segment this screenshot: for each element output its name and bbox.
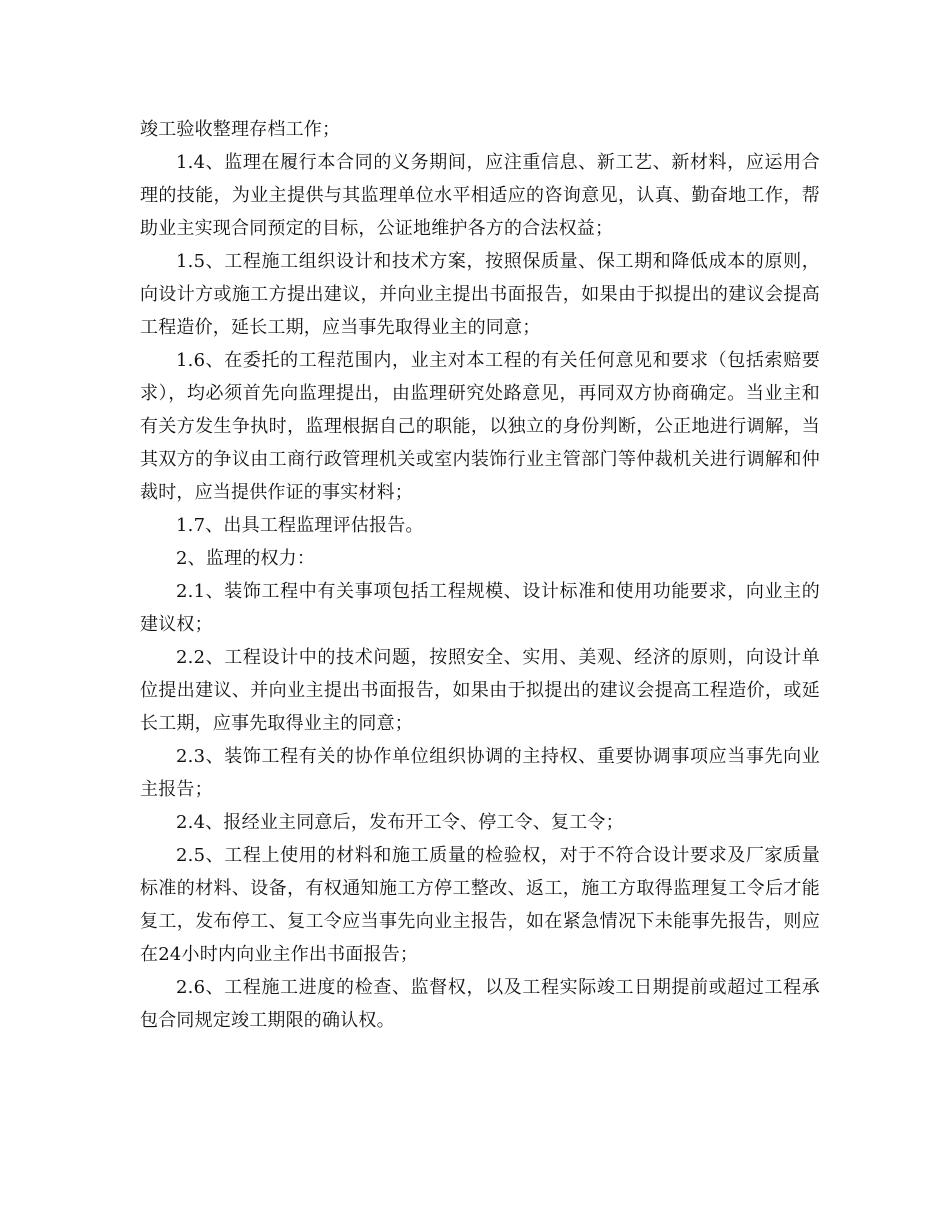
paragraph-1-7: 1.7、出具工程监理评估报告。 [176,515,424,536]
paragraph-2-1: 2.1、装饰工程中有关事项包括工程规模、设计标准和使用功能要求，向业主的建议权； [140,581,820,635]
paragraph-1-5: 1.5、工程施工组织设计和技术方案，按照保质量、保工期和降低成本的原则，向设计方或施工方提出建议，并向业主提出书面报告，如果由于拟提出的建议会提高工程造价，延长工期，应当事先取得业主的同意； [140,251,820,338]
section-heading-2: 2、监理的权力： [176,548,316,569]
paragraph-2-2: 2.2、工程设计中的技术问题，按照安全、实用、美观、经济的原则，向设计单位提出建议、并向业主提出书面报告，如果由于拟提出的建议会提高工程造价，或延长工期，应事先取得业主的同意； [140,647,820,734]
paragraph-2-5: 2.5、工程上使用的材料和施工质量的检验权，对于不符合设计要求及厂家质量标准的材料、设备，有权通知施工方停工整改、返工，施工方取得监理复工令后才能复工，发布停工、复工令应当事先向业主报告，如在紧急情况下未能事先报告，则应在24小时内向业主作出书面报告； [140,845,820,965]
paragraph-2-3: 2.3、装饰工程有关的协作单位组织协调的主持权、重要协调事项应当事先向业主报告； [140,746,820,800]
paragraph-2-6: 2.6、工程施工进度的检查、监督权，以及工程实际竣工日期提前或超过工程承包合同规定竣工期限的确认权。 [140,977,820,1031]
paragraph-continuation: 竣工验收整理存档工作； [140,119,341,140]
paragraph-2-4: 2.4、报经业主同意后，发布开工令、停工令、复工令； [176,812,624,833]
document-body [140,113,820,1037]
paragraph-1-4: 1.4、监理在履行本合同的义务期间，应注重信息、新工艺、新材料，应运用合理的技能，为业主提供与其监理单位水平相适应的咨询意见，认真、勤奋地工作，帮助业主实现合同预定的目标，公证地维护各方的合法权益； [140,152,820,239]
paragraph-1-6: 1.6、在委托的工程范围内，业主对本工程的有关任何意见和要求（包括索赔要求），均必须首先向监理提出，由监理研究处路意见，再同双方协商确定。当业主和有关方发生争执时，监理根据自己的职能，以独立的身份判断，公正地进行调解，当其双方的争议由工商行政管理机关或室内装饰行业主管部门等仲裁机关进行调解和仲裁时，应当提供作证的事实材料； [140,350,820,503]
